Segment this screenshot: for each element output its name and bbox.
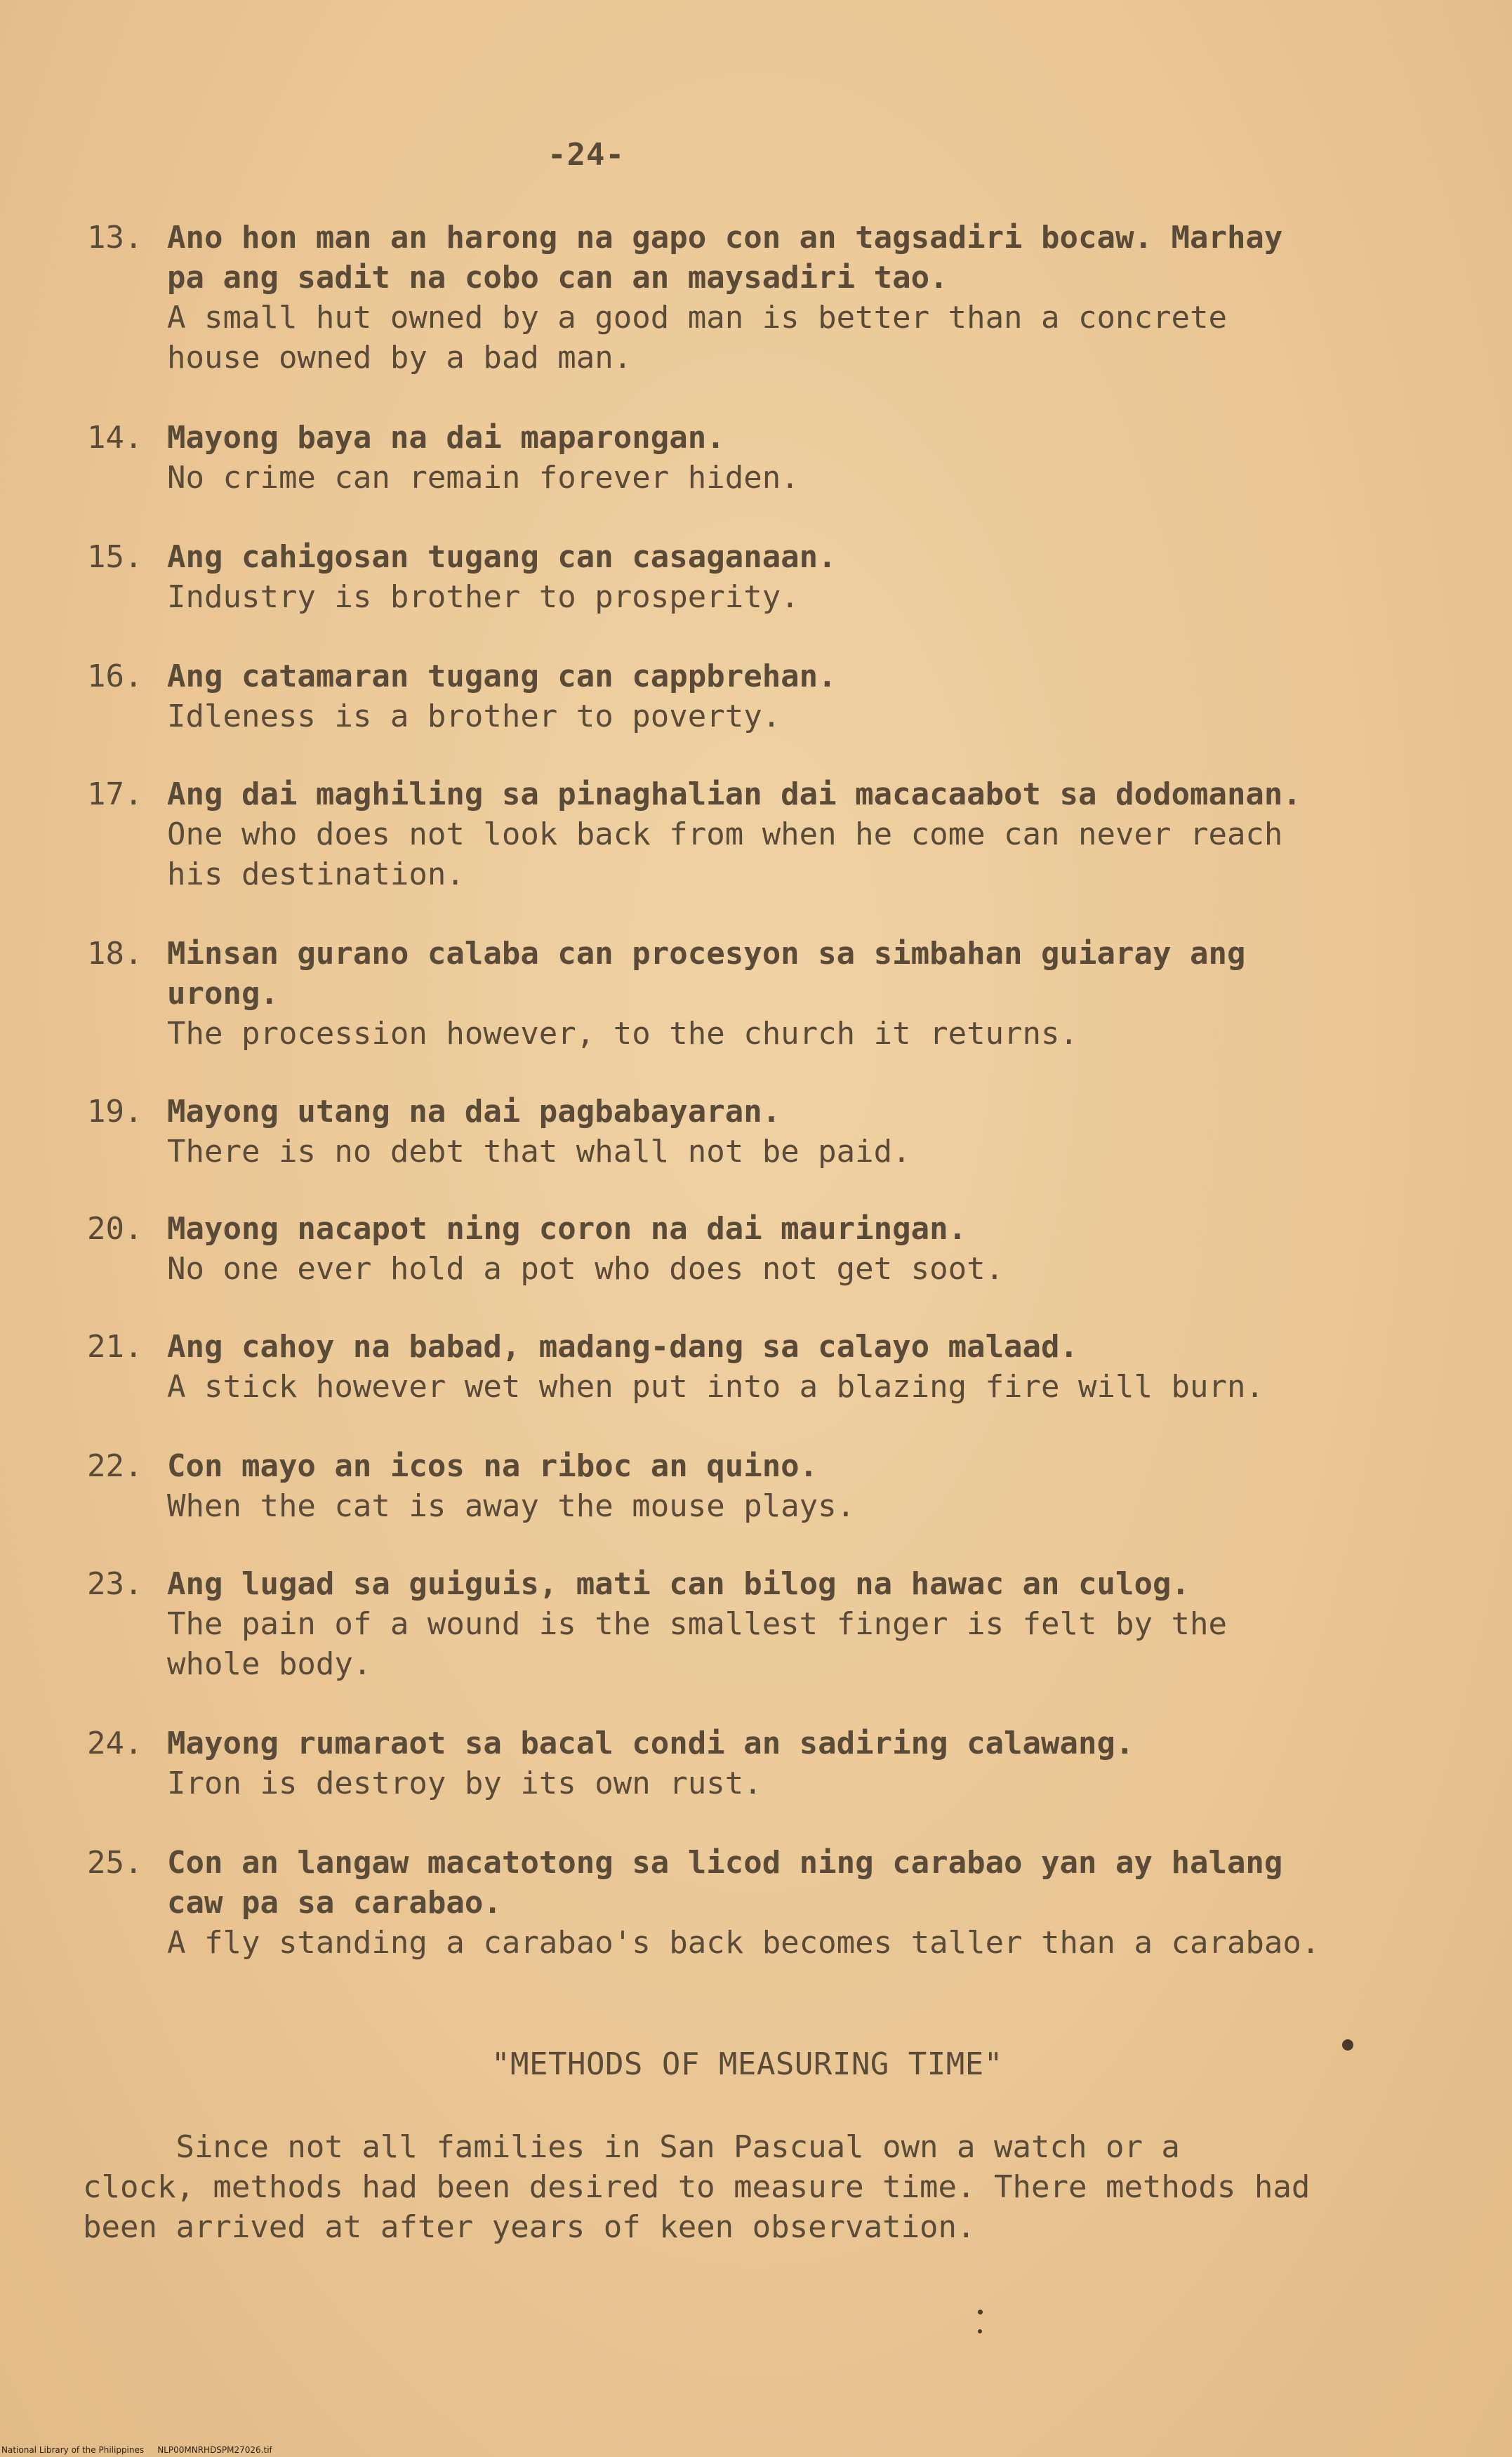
proverb-native-line: Minsan gurano calaba can procesyon sa simbahan guiaray ang <box>167 936 1246 972</box>
archive-footer: National Library of the Philippines NLP00MNRHDSPM27026.tif <box>1 2445 272 2455</box>
proverb-english-line: No crime can remain forever hiden. <box>167 460 800 496</box>
paragraph-line: Since not all families in San Pascual own a watch or a <box>83 2129 1180 2165</box>
proverb-native-line: pa ang sadit na cobo can an maysadiri tao. <box>167 260 948 296</box>
proverb-number: 20. <box>87 1211 143 1247</box>
proverb-number: 14. <box>87 420 143 456</box>
proverb-item <box>87 1209 1421 1289</box>
section-title: "METHODS OF MEASURING TIME" <box>491 2046 1003 2082</box>
proverb-item <box>87 1723 1421 1803</box>
proverb-item <box>87 774 1421 894</box>
proverb-english-line: Idleness is a brother to poverty. <box>167 698 781 734</box>
proverb-english-line: A stick however wet when put into a blazing fire will burn. <box>167 1369 1264 1405</box>
proverb-english-line: When the cat is away the mouse plays. <box>167 1488 856 1524</box>
proverb-english-line: his destination. <box>167 856 465 892</box>
proverb-item <box>87 656 1421 736</box>
proverb-english-line: No one ever hold a pot who does not get soot. <box>167 1251 1004 1287</box>
proverb-english-line: A fly standing a carabao's back becomes taller than a carabao. <box>167 1925 1320 1961</box>
proverb-number: 21. <box>87 1329 143 1365</box>
proverb-native-line: Ang lugad sa guiguis, mati can bilog na hawac an culog. <box>167 1566 1190 1602</box>
proverb-english-line: One who does not look back from when he come can never reach <box>167 816 1283 852</box>
proverb-native-line: Ang catamaran tugang can cappbrehan. <box>167 658 837 694</box>
paragraph-line: been arrived at after years of keen observation. <box>83 2209 976 2245</box>
proverb-native-line: Ang cahigosan tugang can casaganaan. <box>167 539 837 575</box>
proverb-native-line: caw pa sa carabao. <box>167 1885 502 1921</box>
proverb-native-line: Mayong baya na dai maparongan. <box>167 420 725 456</box>
proverb-native-line: Ang dai maghiling sa pinaghalian dai macacaabot sa dodomanan. <box>167 776 1301 812</box>
proverb-native-line: Con an langaw macatotong sa licod ning carabao yan ay halang <box>167 1845 1283 1881</box>
proverb-native-line: Mayong utang na dai pagbabayaran. <box>167 1094 781 1130</box>
paragraph-line: clock, methods had been desired to measure time. There methods had <box>83 2169 1311 2205</box>
proverb-number: 13. <box>87 220 143 256</box>
ink-dot-decoration <box>1342 2039 1353 2051</box>
proverb-item <box>87 1092 1421 1172</box>
proverb-item <box>87 1564 1421 1684</box>
proverb-english-line: house owned by a bad man. <box>167 340 632 376</box>
proverb-number: 19. <box>87 1094 143 1130</box>
proverb-item <box>87 1843 1421 1963</box>
proverb-number: 16. <box>87 658 143 694</box>
proverb-english-line: There is no debt that whall not be paid. <box>167 1134 911 1170</box>
proverb-english-line: whole body. <box>167 1646 372 1682</box>
proverb-number: 24. <box>87 1726 143 1761</box>
proverb-item <box>87 1327 1421 1407</box>
ink-dot-decoration <box>978 2329 982 2333</box>
proverb-english-line: A small hut owned by a good man is better than a concrete <box>167 300 1227 336</box>
proverb-item <box>87 537 1421 617</box>
proverb-native-line: Mayong rumaraot sa bacal condi an sadiring calawang. <box>167 1726 1134 1761</box>
page-number: -24- <box>548 137 625 173</box>
proverb-english-line: Industry is brother to prosperity. <box>167 579 800 615</box>
proverb-number: 22. <box>87 1448 143 1484</box>
proverb-item <box>87 934 1421 1054</box>
ink-dot-decoration <box>978 2310 983 2314</box>
proverb-native-line: Con mayo an icos na riboc an quino. <box>167 1448 818 1484</box>
proverb-native-line: urong. <box>167 976 279 1012</box>
paragraph <box>83 2127 1417 2247</box>
proverb-english-line: The pain of a wound is the smallest finger is felt by the <box>167 1606 1227 1642</box>
proverb-number: 15. <box>87 539 143 575</box>
proverb-native-line: Ano hon man an harong na gapo con an tagsadiri bocaw. Marhay <box>167 220 1283 256</box>
proverb-english-line: Iron is destroy by its own rust. <box>167 1766 762 1801</box>
proverb-item <box>87 418 1421 498</box>
proverb-number: 18. <box>87 936 143 972</box>
proverb-english-line: The procession however, to the church it returns. <box>167 1016 1079 1052</box>
proverb-number: 23. <box>87 1566 143 1602</box>
proverb-native-line: Ang cahoy na babad, madang-dang sa calayo malaad. <box>167 1329 1079 1365</box>
proverb-number: 25. <box>87 1845 143 1881</box>
proverb-native-line: Mayong nacapot ning coron na dai mauringan. <box>167 1211 967 1247</box>
proverb-number: 17. <box>87 776 143 812</box>
proverb-item <box>87 218 1421 378</box>
proverb-item <box>87 1446 1421 1526</box>
